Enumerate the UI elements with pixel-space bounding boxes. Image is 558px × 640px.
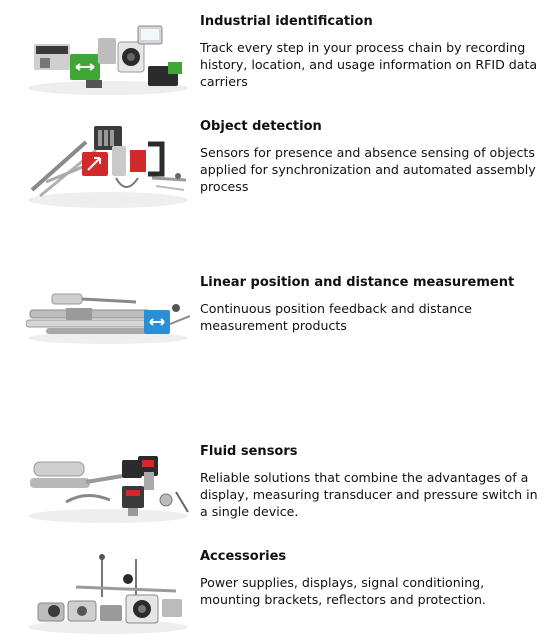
linear-transducers-image[interactable] [26, 288, 190, 344]
category-description: Track every step in your process chain by recording history, location, and usage information on RFID data carriers [200, 40, 538, 89]
category-text [200, 549, 540, 608]
category-title-link[interactable]: Industrial identification [200, 14, 373, 29]
category-title-link[interactable]: Linear position and distance measurement [200, 275, 515, 290]
category-title-link[interactable]: Fluid sensors [200, 444, 298, 459]
category-title-link[interactable]: Accessories [200, 549, 287, 564]
category-text [200, 14, 540, 90]
presence-sensors-image[interactable] [26, 120, 190, 210]
category-text [200, 275, 540, 334]
accessories-image[interactable] [26, 549, 190, 635]
category-title-link[interactable]: Object detection [200, 119, 322, 134]
category-linear-position[interactable] [0, 270, 558, 440]
category-text [200, 444, 540, 520]
category-description: Reliable solutions that combine the advantages of a display, measuring transducer and pressure switch in a single device. [200, 470, 538, 519]
category-fluid-sensors[interactable] [0, 440, 558, 545]
category-industrial-identification[interactable] [0, 0, 558, 110]
category-description: Power supplies, displays, signal conditioning, mounting brackets, reflectors and protection. [200, 575, 486, 607]
category-description: Continuous position feedback and distance measurement products [200, 301, 472, 333]
category-text [200, 119, 540, 195]
rfid-devices-image[interactable] [26, 22, 190, 96]
category-accessories[interactable] [0, 545, 558, 640]
pressure-sensors-image[interactable] [26, 452, 190, 524]
category-object-detection[interactable] [0, 110, 558, 270]
category-description: Sensors for presence and absence sensing of objects applied for synchronization and automated assembly process [200, 145, 536, 194]
